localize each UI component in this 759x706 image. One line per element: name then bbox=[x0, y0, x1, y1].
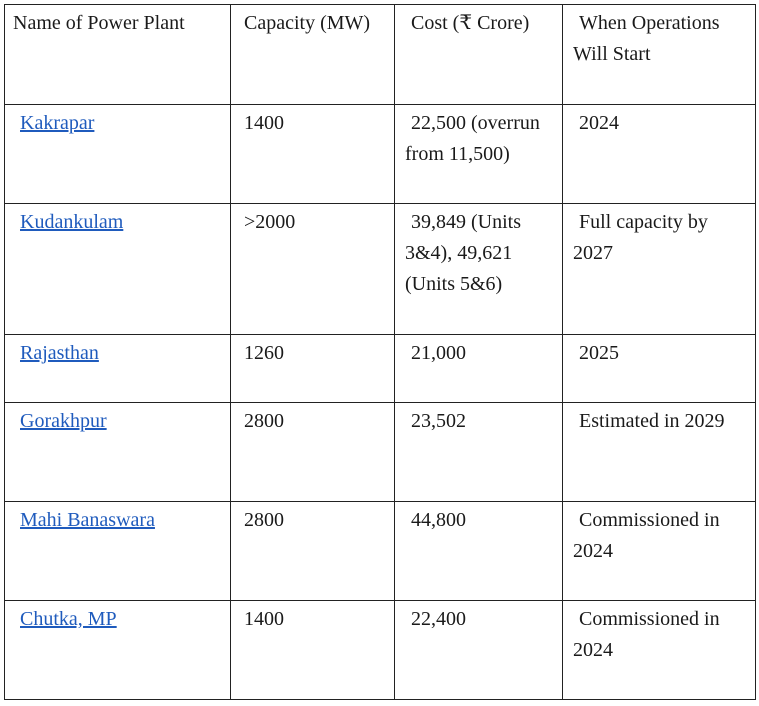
cell-start bbox=[563, 105, 756, 204]
cost-value: 23,502 bbox=[411, 410, 466, 432]
table-row bbox=[5, 204, 756, 335]
cost-value: 22,500 (overrun from 11,500) bbox=[405, 112, 540, 165]
cell-capacity bbox=[231, 502, 395, 601]
cell-capacity bbox=[231, 601, 395, 700]
cell-name bbox=[5, 105, 231, 204]
start-value: Estimated in 2029 bbox=[579, 410, 725, 432]
cell-start bbox=[563, 403, 756, 502]
cell-name bbox=[5, 502, 231, 601]
capacity-value: 2800 bbox=[244, 509, 284, 531]
header-start bbox=[563, 5, 756, 105]
start-value: Commissioned in 2024 bbox=[573, 608, 720, 661]
cell-name bbox=[5, 403, 231, 502]
cost-value: 22,400 bbox=[411, 608, 466, 630]
cell-capacity bbox=[231, 335, 395, 403]
table-row bbox=[5, 105, 756, 204]
plant-link-rajasthan[interactable]: Rajasthan bbox=[20, 342, 99, 364]
capacity-value: 1260 bbox=[244, 342, 284, 364]
start-value: Full capacity by 2027 bbox=[573, 211, 708, 264]
cell-cost bbox=[395, 502, 563, 601]
plant-link-chutka[interactable]: Chutka, MP bbox=[20, 608, 117, 630]
capacity-value: >2000 bbox=[244, 211, 296, 233]
cell-cost bbox=[395, 601, 563, 700]
start-value: 2024 bbox=[579, 112, 619, 134]
table-row bbox=[5, 601, 756, 700]
table-row bbox=[5, 403, 756, 502]
table-row bbox=[5, 335, 756, 403]
cell-name bbox=[5, 601, 231, 700]
plant-link-mahi-banaswara[interactable]: Mahi Banaswara bbox=[20, 509, 155, 531]
cell-cost bbox=[395, 335, 563, 403]
power-plants-table bbox=[4, 4, 756, 700]
cell-name bbox=[5, 204, 231, 335]
cost-value: 21,000 bbox=[411, 342, 466, 364]
cell-start bbox=[563, 335, 756, 403]
header-capacity bbox=[231, 5, 395, 105]
table-row bbox=[5, 502, 756, 601]
cell-capacity bbox=[231, 204, 395, 335]
cell-name bbox=[5, 335, 231, 403]
header-name-text: Name of Power Plant bbox=[13, 12, 185, 34]
plant-link-kudankulam[interactable]: Kudankulam bbox=[20, 211, 124, 233]
header-cost bbox=[395, 5, 563, 105]
header-row bbox=[5, 5, 756, 105]
cell-start bbox=[563, 502, 756, 601]
cost-value: 44,800 bbox=[411, 509, 466, 531]
cell-cost bbox=[395, 403, 563, 502]
cell-capacity bbox=[231, 403, 395, 502]
cell-capacity bbox=[231, 105, 395, 204]
header-start-text: When Operations Will Start bbox=[573, 12, 720, 65]
start-value: 2025 bbox=[579, 342, 619, 364]
cost-value: 39,849 (Units 3&4), 49,621 (Units 5&6) bbox=[405, 211, 521, 295]
capacity-value: 2800 bbox=[244, 410, 284, 432]
capacity-value: 1400 bbox=[244, 608, 284, 630]
cell-cost bbox=[395, 204, 563, 335]
cell-start bbox=[563, 601, 756, 700]
cell-cost bbox=[395, 105, 563, 204]
start-value: Commissioned in 2024 bbox=[573, 509, 720, 562]
header-name bbox=[5, 5, 231, 105]
plant-link-kakrapar[interactable]: Kakrapar bbox=[20, 112, 95, 134]
cell-start bbox=[563, 204, 756, 335]
capacity-value: 1400 bbox=[244, 112, 284, 134]
header-capacity-text: Capacity (MW) bbox=[244, 12, 371, 34]
plant-link-gorakhpur[interactable]: Gorakhpur bbox=[20, 410, 107, 432]
header-cost-text: Cost (₹ Crore) bbox=[411, 12, 530, 34]
